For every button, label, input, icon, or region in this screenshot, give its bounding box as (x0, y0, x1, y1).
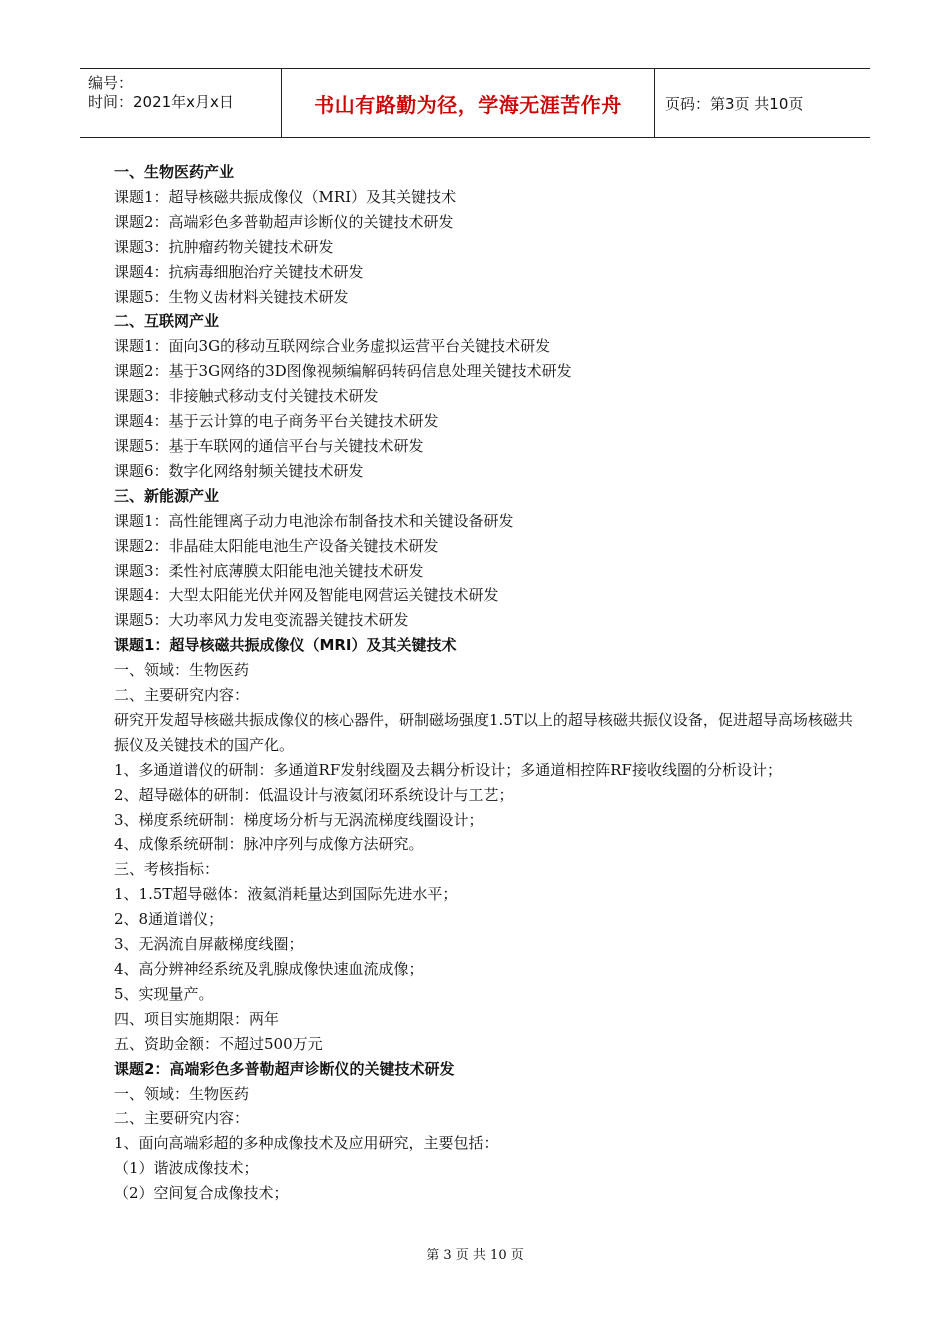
document-header (80, 68, 870, 138)
body-line: 1、面向高端彩超的多种成像技术及应用研究，主要包括： (114, 1134, 499, 1153)
header-page-cell (655, 69, 870, 137)
body-line: 3、无涡流自屏蔽梯度线圈； (114, 935, 304, 954)
body-line: 课题4：抗病毒细胞治疗关键技术研发 (114, 262, 364, 281)
body-line: 课题4：大型太阳能光伏并网及智能电网营运关键技术研发 (114, 586, 499, 605)
section-heading: 课题2：高端彩色多普勒超声诊断仪的关键技术研发 (114, 1059, 455, 1078)
document-body (114, 160, 854, 1206)
body-line: 课题3：非接触式移动支付关键技术研发 (114, 387, 379, 406)
section-heading: 课题1：超导核磁共振成像仪（MRI）及其关键技术 (114, 636, 457, 655)
body-line: 课题5：基于车联网的通信平台与关键技术研发 (114, 436, 424, 455)
body-line: 课题4：基于云计算的电子商务平台关键技术研发 (114, 412, 439, 431)
body-line: 课题1：高性能锂离子动力电池涂布制备技术和关键设备研发 (114, 511, 514, 530)
body-line: 研究开发超导核磁共振成像仪的核心器件，研制磁场强度1.5T以上的超导核磁共振仪设备，促进超导高场核磁共振仪及关键技术的国产化。 (114, 710, 853, 754)
body-line: 课题1：面向3G的移动互联网综合业务虚拟运营平台关键技术研发 (114, 337, 551, 356)
body-line: 1、多通道谱仪的研制：多通道RF发射线圈及去耦分析设计；多通道相控阵RF接收线圈的分析设计； (114, 760, 782, 779)
body-line: 二、主要研究内容： (114, 686, 250, 705)
header-motto: 书山有路勤为径，学海无涯苦作舟 (314, 92, 622, 117)
body-line: 课题2：高端彩色多普勒超声诊断仪的关键技术研发 (114, 212, 454, 231)
body-line: 课题2：非晶硅太阳能电池生产设备关键技术研发 (114, 536, 439, 555)
body-line: 三、考核指标： (114, 860, 220, 879)
section-heading: 二、互联网产业 (114, 312, 220, 331)
body-line: 3、梯度系统研制：梯度场分析与无涡流梯度线圈设计； (114, 810, 484, 829)
body-line: 课题5：大功率风力发电变流器关键技术研发 (114, 611, 409, 630)
section-heading: 一、生物医药产业 (114, 163, 235, 181)
body-line: 课题5：生物义齿材料关键技术研发 (114, 287, 349, 306)
body-line: （1）谐波成像技术； (114, 1159, 259, 1178)
body-line: 4、成像系统研制：脉冲序列与成像方法研究。 (114, 835, 424, 854)
body-line: 四、项目实施期限：两年 (114, 1009, 280, 1028)
body-line: 1、1.5T超导磁体：液氦消耗量达到国际先进水平； (114, 885, 458, 904)
body-line: 一、领域：生物医药 (114, 661, 250, 680)
body-line: 一、领域：生物医药 (114, 1084, 250, 1103)
document-number-label: 编号： (88, 74, 134, 92)
body-line: （2）空间复合成像技术； (114, 1184, 289, 1203)
body-line: 课题3：抗肿瘤药物关键技术研发 (114, 237, 334, 256)
section-heading: 三、新能源产业 (114, 486, 220, 505)
body-line: 二、主要研究内容： (114, 1109, 250, 1128)
body-line: 课题3：柔性衬底薄膜太阳能电池关键技术研发 (114, 561, 424, 580)
body-line: 课题1：超导核磁共振成像仪（MRI）及其关键技术 (114, 187, 457, 206)
body-line: 2、8通道谱仪； (114, 910, 224, 929)
header-motto-cell (282, 69, 655, 137)
body-line: 4、高分辨神经系统及乳腺成像快速血流成像； (114, 960, 424, 978)
body-line: 5、实现量产。 (114, 984, 214, 1003)
body-line: 课题6：数字化网络射频关键技术研发 (114, 461, 364, 480)
body-line: 五、资助金额：不超过500万元 (114, 1034, 323, 1053)
body-line: 2、超导磁体的研制：低温设计与液氦闭环系统设计与工艺； (114, 785, 514, 804)
header-meta-cell (80, 69, 282, 137)
header-page-label: 页码：第3页 共10页 (665, 94, 804, 113)
page-footer: 第 3 页 共 10 页 (426, 1248, 524, 1263)
document-time-label: 时间：2021年x月x日 (88, 93, 234, 111)
body-line: 课题2：基于3G网络的3D图像视频编解码转码信息处理关键技术研发 (114, 362, 572, 381)
